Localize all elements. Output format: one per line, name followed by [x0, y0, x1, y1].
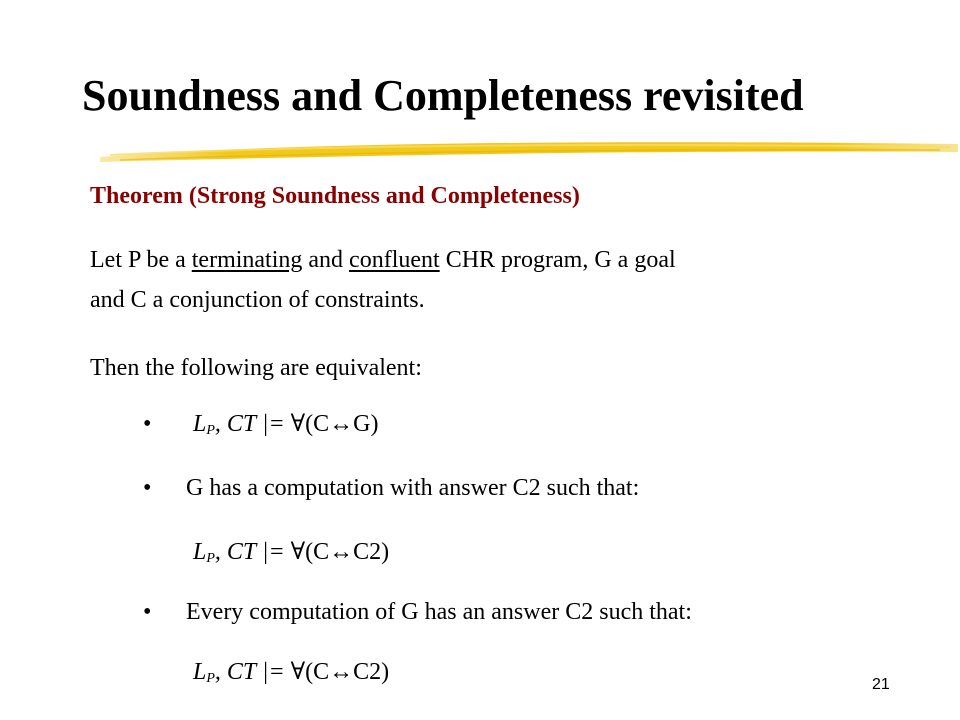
bullet-marker: •: [143, 475, 152, 501]
statement-line-2: and C a conjunction of constraints.: [90, 287, 425, 313]
formula-symbol: , CT |=: [214, 659, 291, 685]
formula-symbol: L: [193, 539, 207, 565]
formula-symbol: L: [193, 411, 207, 437]
slide-title: Soundness and Completeness revisited: [82, 71, 804, 120]
formula-subscript: P: [206, 423, 215, 438]
formula-expression: ∀(C↔G): [290, 411, 379, 437]
highlighter-underline: [0, 130, 960, 180]
statement-text: and: [302, 247, 350, 273]
statement-line-1: [90, 240, 676, 280]
bullet-text-2: G has a computation with answer C2 such that:: [186, 475, 640, 501]
formula-symbol: L: [193, 659, 207, 685]
formula-subscript: P: [206, 551, 215, 566]
bullet-marker: •: [143, 599, 152, 625]
theorem-heading: Theorem (Strong Soundness and Completeness): [90, 183, 580, 209]
formula-3: [193, 652, 389, 699]
statement-text: CHR program, G a goal: [439, 247, 676, 273]
underlined-term-terminating: terminating: [191, 247, 303, 273]
formula-expression: ∀(C↔C2): [290, 659, 390, 685]
bullet-text-3: Every computation of G has an answer C2 such that:: [186, 599, 692, 625]
statement-text: Let P be a: [90, 247, 192, 273]
theorem-statement: [90, 240, 676, 320]
formula-symbol: , CT |=: [214, 539, 291, 565]
formula-1: [193, 404, 378, 451]
page-number: 21: [872, 676, 890, 693]
formula-subscript: P: [206, 671, 215, 686]
bullet-marker: •: [143, 411, 152, 437]
formula-expression: ∀(C↔C2): [290, 539, 390, 565]
underlined-term-confluent: confluent: [349, 247, 440, 273]
formula-symbol: , CT |=: [214, 411, 291, 437]
equivalence-intro: Then the following are equivalent:: [90, 355, 422, 381]
formula-2: [193, 532, 389, 579]
